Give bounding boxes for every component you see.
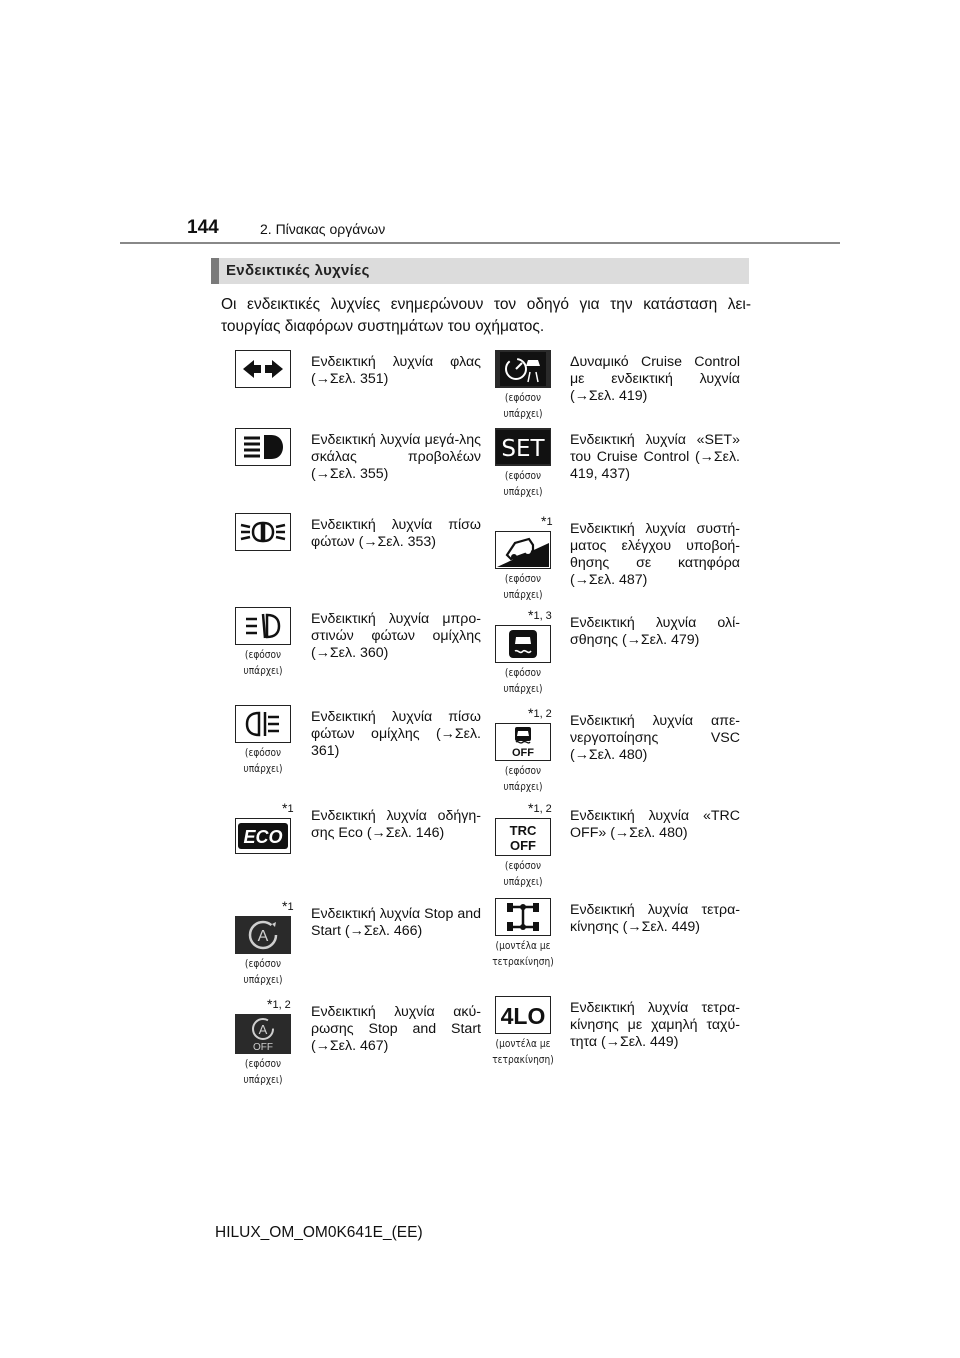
left-footnote: *1	[282, 800, 294, 816]
left-description: Ενδεικτική λυχνία φλας (→Σελ. 351)	[311, 354, 481, 387]
right-description: Ενδεικτική λυχνία συστή-ματος ελέγχου υποβοή-θησης σε κατηφόρα (→Σελ. 487)	[570, 521, 740, 588]
section-title: 2. Πίνακας οργάνων	[260, 221, 386, 237]
left-availability-note: (εφόσον υπάρχει)	[243, 648, 283, 677]
right-footnote: *1	[541, 513, 553, 529]
svg-text:OFF: OFF	[512, 747, 534, 759]
set-icon	[495, 428, 551, 466]
right-description: Ενδεικτική λυχνία απε-νεργοποίησης VSC (→Σελ. 480)	[570, 713, 740, 763]
right-description: Ενδεικτική λυχνία «SET» του Cruise Control (→Σελ. 419, 437)	[570, 432, 740, 482]
right-availability-note: (εφόσον υπάρχει)	[503, 572, 543, 601]
heading-bar	[211, 258, 749, 284]
left-availability-note: (εφόσον υπάρχει)	[243, 746, 283, 775]
right-description: Ενδεικτική λυχνία ολί-σθησης (→Σελ. 479)	[570, 615, 740, 648]
svg-text:TRC: TRC	[509, 823, 537, 838]
intro-paragraph: Οι ενδεικτικές λυχνίες ενημερώνουν τον οδηγό για την κατάσταση λει-τουργίας διαφόρων συστημάτων του οχήματος.	[221, 296, 751, 335]
four-lo-icon	[495, 996, 551, 1034]
svg-text:A: A	[258, 1022, 268, 1037]
left-description: Ενδεικτική λυχνία μπρο-στινών φώτων ομίχλης (→Σελ. 360)	[311, 611, 481, 661]
svg-text:A: A	[257, 928, 269, 945]
right-availability-note: (εφόσον υπάρχει)	[503, 666, 543, 695]
four-wheel-drive-icon	[495, 898, 551, 936]
front-fog-icon	[235, 607, 291, 645]
left-description: Ενδεικτική λυχνία οδήγη-σης Eco (→Σελ. 146)	[311, 808, 481, 841]
header-rule	[120, 242, 840, 244]
left-description: Ενδεικτική λυχνία πίσω φώτων (→Σελ. 353)	[311, 517, 481, 550]
vsc-off-icon	[495, 723, 551, 761]
right-footnote: *1, 2	[528, 705, 552, 721]
right-availability-note: (μοντέλα με τετρακίνηση)	[492, 1037, 554, 1066]
right-description: Ενδεικτική λυχνία τετρα-κίνησης (→Σελ. 449)	[570, 902, 740, 935]
right-footnote: *1, 2	[528, 800, 552, 816]
rear-fog-icon	[235, 705, 291, 743]
svg-text:ECO: ECO	[243, 827, 283, 847]
svg-text:SET: SET	[501, 436, 545, 462]
tail-light-icon	[235, 513, 291, 551]
eco-icon	[235, 818, 291, 854]
right-availability-note: (εφόσον υπάρχει)	[503, 469, 543, 498]
right-footnote: *1, 3	[528, 607, 552, 623]
heading-title: Ενδεικτικές λυχνίες	[226, 262, 370, 279]
left-description: Ενδεικτική λυχνία ακύ-ρωσης Stop and Start (→Σελ. 467)	[311, 1004, 481, 1054]
right-availability-note: (εφόσον υπάρχει)	[503, 391, 543, 420]
svg-text:4LO: 4LO	[500, 1003, 546, 1029]
left-description: Ενδεικτική λυχνία Stop and Start (→Σελ. 466)	[311, 906, 481, 939]
downhill-assist-icon	[495, 531, 551, 569]
stop-start-icon	[235, 916, 291, 954]
right-availability-note: (εφόσον υπάρχει)	[503, 859, 543, 888]
right-description: Ενδεικτική λυχνία «TRC OFF» (→Σελ. 480)	[570, 808, 740, 841]
document-code: HILUX_OM_OM0K641E_(EE)	[215, 1224, 423, 1241]
svg-text:OFF: OFF	[253, 1042, 273, 1053]
page-number: 144	[187, 217, 219, 238]
right-description: Ενδεικτική λυχνία τετρα-κίνησης με χαμηλή ταχύ-τητα (→Σελ. 449)	[570, 1000, 740, 1050]
left-description: Ενδεικτική λυχνία πίσω φώτων ομίχλης (→Σελ. 361)	[311, 709, 481, 759]
left-footnote: *1	[282, 898, 294, 914]
turn-signal-icon	[235, 350, 291, 388]
left-availability-note: (εφόσον υπάρχει)	[243, 1057, 283, 1086]
right-availability-note: (μοντέλα με τετρακίνηση)	[492, 939, 554, 968]
trc-off-icon	[495, 818, 551, 856]
slip-icon	[495, 625, 551, 663]
right-availability-note: (εφόσον υπάρχει)	[503, 764, 543, 793]
right-description: Δυναμικό Cruise Control με ενδεικτική λυχνία (→Σελ. 419)	[570, 354, 740, 404]
svg-text:OFF: OFF	[510, 838, 536, 853]
high-beam-icon	[235, 428, 291, 466]
stop-start-off-icon	[235, 1014, 291, 1054]
left-footnote: *1, 2	[267, 996, 291, 1012]
left-availability-note: (εφόσον υπάρχει)	[243, 957, 283, 986]
left-description: Ενδεικτική λυχνία μεγά-λης σκάλας προβολέων (→Σελ. 355)	[311, 432, 481, 482]
dynamic-cruise-icon	[495, 350, 551, 388]
